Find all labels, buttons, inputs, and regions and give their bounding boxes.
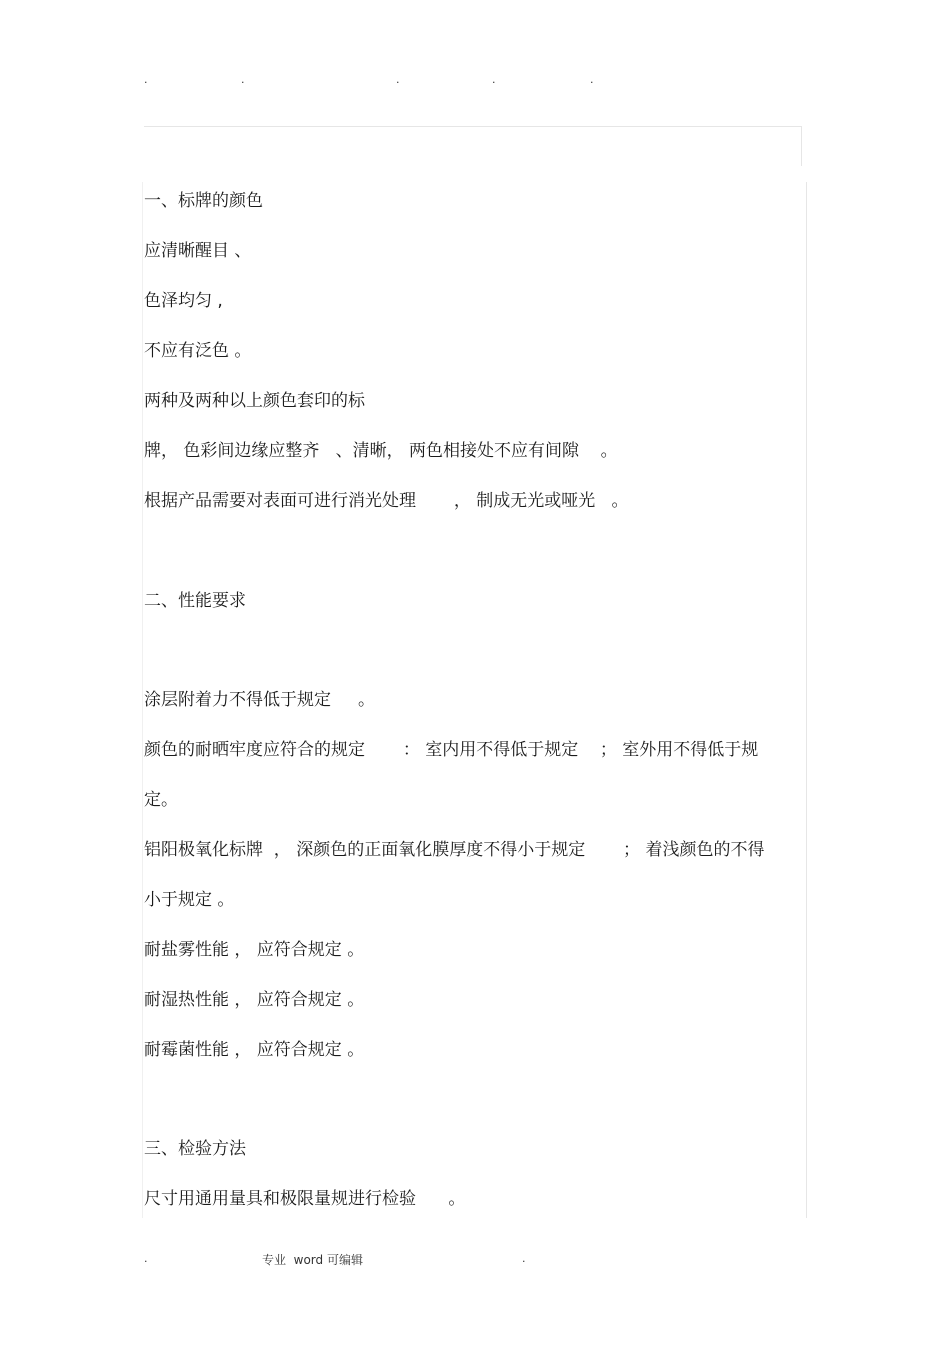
footer-dot-left: . bbox=[144, 1252, 148, 1265]
paragraph-line: 尺寸用通用量具和极限量规进行检验 。 bbox=[144, 1189, 466, 1209]
section-heading-inspection: 三、检验方法 bbox=[144, 1139, 246, 1159]
section-heading-color: 一、标牌的颜色 bbox=[144, 191, 263, 211]
section-heading-performance: 二、性能要求 bbox=[144, 591, 246, 611]
footer-label: 专业 word 可编辑 bbox=[262, 1253, 363, 1267]
paragraph-line: 色泽均匀 , bbox=[144, 291, 223, 311]
paragraph-line: 颜色的耐晒牢度应符合的规定 ： 室内用不得低于规定 ； 室外用不得低于规 bbox=[144, 740, 759, 760]
paragraph-line: 根据产品需要对表面可进行消光处理 ， 制成无光或哑光 。 bbox=[144, 491, 629, 511]
paragraph-line: 定。 bbox=[144, 790, 178, 810]
paragraph-line: 应清晰醒目 、 bbox=[144, 241, 252, 261]
top-divider bbox=[144, 126, 802, 127]
top-divider-edge bbox=[801, 126, 802, 166]
paragraph-line: 小于规定 。 bbox=[144, 890, 235, 910]
paragraph-line: 铝阳极氧化标牌 ， 深颜色的正面氧化膜厚度不得小于规定 ； 着浅颜色的不得 bbox=[144, 840, 765, 860]
header-dot-3: . bbox=[396, 73, 400, 86]
right-margin-rule bbox=[806, 182, 807, 1218]
header-dot-2: . bbox=[241, 73, 245, 86]
header-dot-5: . bbox=[590, 73, 594, 86]
paragraph-line: 耐盐雾性能 ， 应符合规定 。 bbox=[144, 940, 365, 960]
paragraph-line: 两种及两种以上颜色套印的标 bbox=[144, 391, 365, 411]
paragraph-line: 牌， 色彩间边缘应整齐 、清晰， 两色相接处不应有间隙 。 bbox=[144, 441, 618, 461]
header-dot-4: . bbox=[492, 73, 496, 86]
footer-dot-right: . bbox=[522, 1252, 526, 1265]
paragraph-line: 不应有泛色 。 bbox=[144, 341, 252, 361]
paragraph-line: 耐湿热性能 ， 应符合规定 。 bbox=[144, 990, 365, 1010]
header-dot-1: . bbox=[144, 73, 148, 86]
paragraph-line: 涂层附着力不得低于规定 。 bbox=[144, 690, 376, 710]
paragraph-line: 耐霉菌性能 ， 应符合规定 。 bbox=[144, 1040, 365, 1060]
left-margin-rule bbox=[142, 182, 143, 1218]
